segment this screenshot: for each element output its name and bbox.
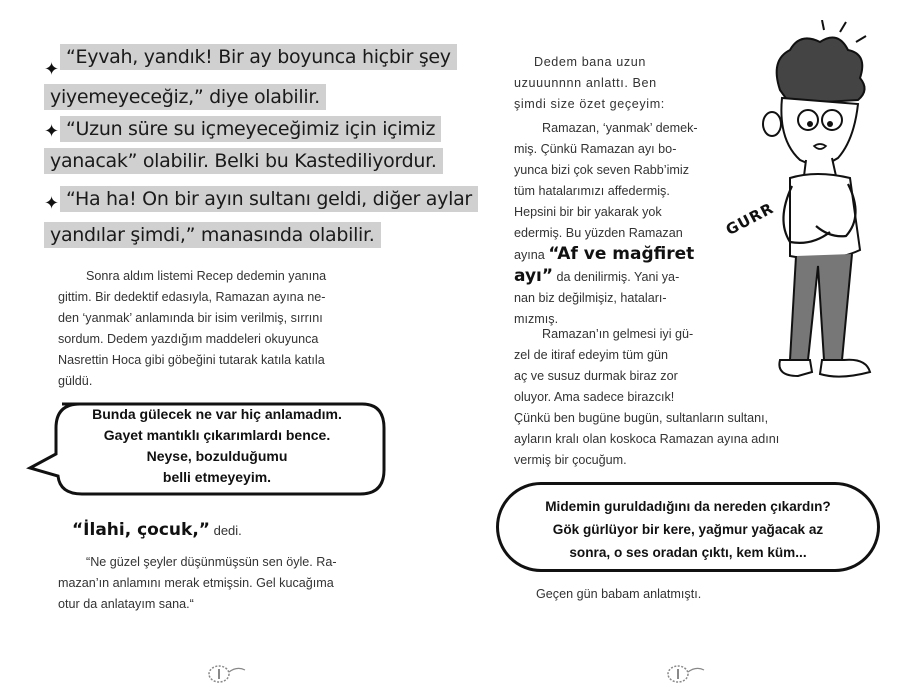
text-line: “Ne güzel şeyler düşünmüşsün sen öyle. Ra-: [86, 555, 337, 569]
intro-text: [514, 52, 734, 115]
text-line: oluyor. Ama sadece birazcık!: [514, 390, 675, 404]
text-line: vermiş bir çocuğum.: [514, 453, 627, 467]
text-line: Hepsini bir bir yakarak yok: [514, 205, 662, 219]
bullet-1-line-2: yiyemeyeceğiz,” diye olabilir.: [44, 84, 326, 110]
ayi-bold: ayı”: [514, 266, 554, 286]
sparkle-star-icon: ✦: [44, 193, 60, 214]
text-line: Ramazan’ın gelmesi iyi gü-: [542, 327, 694, 341]
thought-bubble-text: [62, 404, 372, 488]
bubble-line: Gök gürlüyor bir kere, yağmur yağacak az: [552, 522, 824, 537]
text-fragment: ayına: [514, 248, 545, 262]
sparkle-star-icon: ✦: [44, 59, 60, 80]
text-line: Dedem bana uzun: [534, 55, 646, 69]
text-line: şimdi size özet geçeyim:: [514, 97, 665, 111]
text-line: tüm hatalarımızı affedermiş.: [514, 184, 670, 198]
text-line: sordum. Dedem yazdığım maddeleri okuyunca: [58, 332, 319, 346]
text-line: Sonra aldım listemi Recep dedemin yanına: [86, 269, 327, 283]
bullet-1-line-1: “Eyvah, yandık! Bir ay boyunca hiçbir şey: [60, 44, 457, 70]
text-line: güldü.: [58, 374, 93, 388]
right-page: [450, 0, 900, 698]
text-line: den ‘yanmak’ anlamında bir isim verilmiş, sırrını: [58, 311, 323, 325]
dialogue-line: [72, 520, 242, 540]
text-line: otur da anlatayım sana.“: [58, 597, 194, 611]
text-line: miş. Çünkü Ramazan ayı bo-: [514, 142, 677, 156]
bubble-line: belli etmeyeyim.: [162, 469, 272, 485]
sparkle-star-icon: ✦: [44, 121, 60, 142]
bubble-line: sonra, o ses oradan çıktı, kem küm...: [569, 545, 807, 560]
paragraph-1: [58, 266, 388, 392]
tesbih-page-number-icon: [664, 662, 708, 684]
bubble-line: Midemin guruldadığını da nereden çıkardın?: [545, 499, 831, 514]
text-line: zel de itiraf edeyim tüm gün: [514, 348, 668, 362]
text-line: uzuuunnnn anlattı. Ben: [514, 76, 657, 90]
bullet-3-line-1: “Ha ha! On bir ayın sultanı geldi, diğer aylar: [60, 186, 478, 212]
text-line: yunca bizi çok seven Rabb’imiz: [514, 163, 689, 177]
text-line: Ramazan, ‘yanmak’ demek-: [542, 121, 698, 135]
thought-bubble-right: [496, 482, 880, 572]
gurr-sound-effect: GURR: [722, 198, 777, 240]
bullet-2-line-2: yanacak” olabilir. Belki bu Kastediliyordur.: [44, 148, 443, 174]
paragraph-2: [58, 552, 388, 615]
last-line: Geçen gün babam anlatmıştı.: [536, 587, 702, 601]
paragraph-af: [514, 118, 744, 330]
text-line: mazan’ın anlamını merak etmişsin. Gel kucağıma: [58, 576, 334, 590]
text-line: gittim. Bir dedektif edasıyla, Ramazan ayına ne-: [58, 290, 326, 304]
dialogue-tail: dedi.: [209, 523, 242, 538]
bullet-3-line-2: yandılar şimdi,” manasında olabilir.: [44, 222, 381, 248]
text-line: Çünkü ben bugüne bugün, sultanların sultanı,: [514, 411, 769, 425]
af-ve-magfiret-bold: “Af ve mağfiret: [548, 244, 695, 264]
bubble-line: Gayet mantıklı çıkarımlardı bence.: [103, 427, 331, 443]
text-line: mızmış.: [514, 312, 559, 326]
text-line: Nasrettin Hoca gibi göbeğini tutarak katıla katıla: [58, 353, 325, 367]
dialogue-bold: “İlahi, çocuk,”: [72, 520, 210, 540]
text-line: edermiş. Bu yüzden Ramazan: [514, 226, 683, 240]
bullet-2-line-1: “Uzun süre su içmeyeceğimiz için içimiz: [60, 116, 441, 142]
text-line: aç ve susuz durmak biraz zor: [514, 369, 678, 383]
tesbih-page-number-icon: [205, 662, 249, 684]
text-fragment: da denilirmiş. Yani ya-: [553, 270, 680, 284]
bubble-line: Bunda gülecek ne var hiç anlamadım.: [92, 406, 342, 422]
bubble-line: Neyse, bozulduğumu: [146, 448, 288, 464]
text-line: ayların kralı olan koskoca Ramazan ayına adını: [514, 432, 780, 446]
text-line: nan biz değilmişiz, hataları-: [514, 291, 667, 305]
